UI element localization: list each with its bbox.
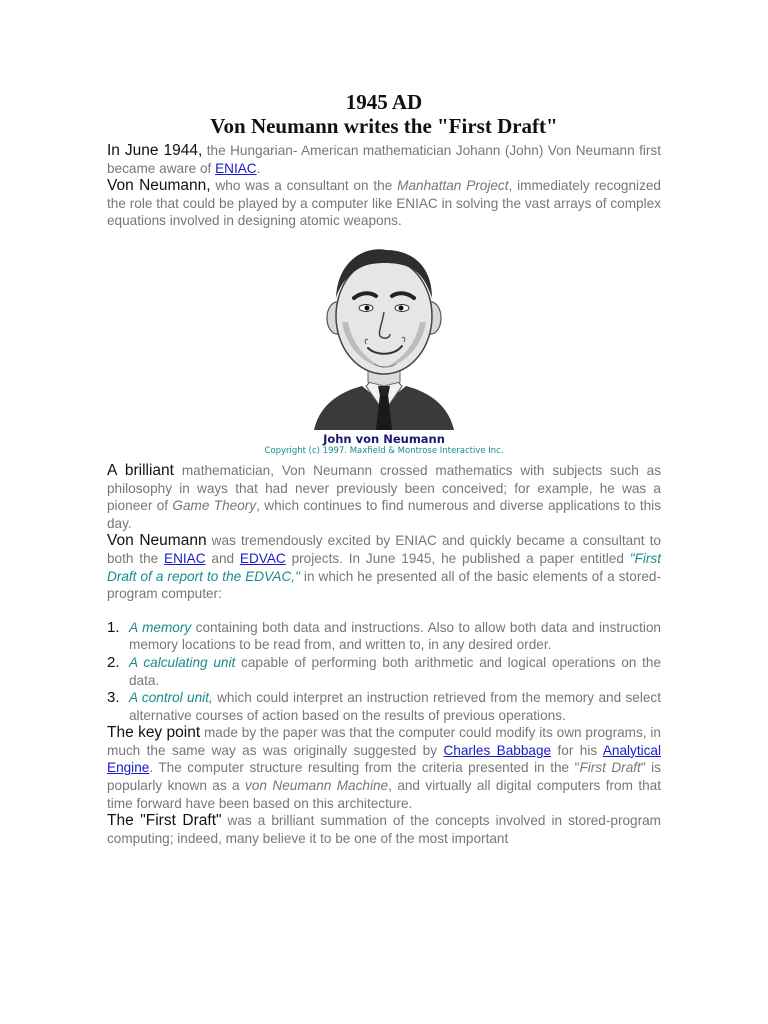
- consultant-text-1: who was a consultant on the: [210, 178, 398, 194]
- charles-babbage-link[interactable]: Charles Babbage: [443, 742, 552, 758]
- article: [107, 90, 661, 847]
- brilliant-text-2: , which continues to find numerous and diverse applications to this day.: [107, 498, 661, 531]
- list-item-text: which could interpret an instruction retrieved from the memory and select alternative courses of action based on the results of previous operations.: [129, 690, 661, 723]
- page-year-heading: 1945 AD: [345, 90, 423, 114]
- list-item-term: A control unit,: [129, 690, 213, 706]
- portrait-copyright: Copyright (c) 1997. Maxfield & Montrose Interactive Inc.: [264, 445, 504, 456]
- consultant-text-2: , immediately recognized the role that could be played by a computer like ENIAC in solving the vast arrays of complex equations involved in designing atomic weapons.: [107, 178, 661, 229]
- edvac-link[interactable]: EDVAC: [239, 550, 286, 566]
- keypoint-text-3: . The computer structure resulting from the criteria presented in the ": [149, 760, 580, 776]
- keypoint-text-5: , and virtually all digital computers from that time forward have been based on this architecture.: [107, 778, 662, 811]
- summation-paragraph: [107, 812, 661, 847]
- consultant-lead: Von Neumann,: [107, 177, 211, 195]
- eniac-link-2[interactable]: ENIAC: [164, 550, 206, 566]
- intro-end: .: [256, 160, 261, 176]
- list-item: [107, 619, 661, 654]
- brilliant-paragraph: [107, 462, 661, 532]
- list-item-term: A memory: [129, 619, 192, 635]
- excited-and: and: [205, 550, 240, 566]
- brilliant-text-1: mathematician, Von Neumann crossed mathematics with subjects such as philosophy in ways that had never previously been conceived; for example, he was a pioneer of: [107, 462, 661, 514]
- first-draft-text: First Draft: [579, 760, 641, 776]
- excited-paragraph: [107, 532, 661, 602]
- portrait-figure: [107, 236, 661, 457]
- list-item-text: capable of performing both arithmetic and logical operations on the data.: [129, 654, 662, 688]
- keypoint-text-1: made by the paper was that the computer could modify its own programs, in much the same way as was originally suggested by: [107, 725, 661, 758]
- paper-title-text: "First Draft of a report to the EDVAC,": [107, 550, 661, 584]
- keypoint-paragraph: [107, 724, 661, 812]
- keypoint-text-4: " is popularly known as a: [107, 760, 661, 794]
- list-item: [107, 654, 661, 689]
- excited-text-2: projects. In June 1945, he published a paper entitled: [285, 550, 630, 566]
- list-item-text: containing both data and instructions. Also to allow both data and instruction memory locations to be read from, and written to, in any desired order.: [129, 619, 661, 653]
- intro-paragraph: [107, 142, 661, 177]
- keypoint-lead: The key point: [107, 724, 201, 742]
- von-neumann-portrait: [310, 236, 458, 430]
- manhattan-project-text: Manhattan Project: [397, 178, 509, 194]
- excited-text-1: was tremendously excited by ENIAC and quickly became a consultant to both the: [107, 533, 661, 566]
- consultant-paragraph: [107, 177, 661, 230]
- eniac-link[interactable]: ENIAC: [215, 160, 257, 176]
- keypoint-text-2: for his: [551, 742, 603, 758]
- excited-lead: Von Neumann: [107, 532, 207, 550]
- excited-text-3: in which he presented all of the basic elements of a stored-program computer:: [107, 568, 661, 602]
- portrait-caption-name: John von Neumann: [323, 431, 445, 446]
- game-theory-text: Game Theory: [172, 498, 257, 514]
- summation-text: was a brilliant summation of the concepts involved in stored-program computing; indeed, many believe it to be one of the most important: [107, 813, 661, 846]
- list-item-number: 1.: [107, 618, 120, 636]
- list-item-term: A calculating unit: [129, 654, 236, 670]
- von-neumann-machine-text: von Neumann Machine: [245, 778, 389, 794]
- summation-lead: The "First Draft": [107, 812, 222, 830]
- elements-list: [107, 619, 661, 725]
- intro-lead: In June 1944,: [107, 142, 203, 159]
- list-item-number: 2.: [107, 653, 120, 671]
- list-item: [107, 689, 661, 724]
- brilliant-lead: A brilliant: [107, 461, 174, 479]
- list-item-number: 3.: [107, 689, 120, 707]
- page-title: Von Neumann writes the "First Draft": [210, 114, 558, 138]
- analytical-engine-link[interactable]: Analytical Engine: [107, 742, 661, 776]
- intro-text: the Hungarian- American mathematician Johann (John) Von Neumann first became aware of: [107, 143, 661, 176]
